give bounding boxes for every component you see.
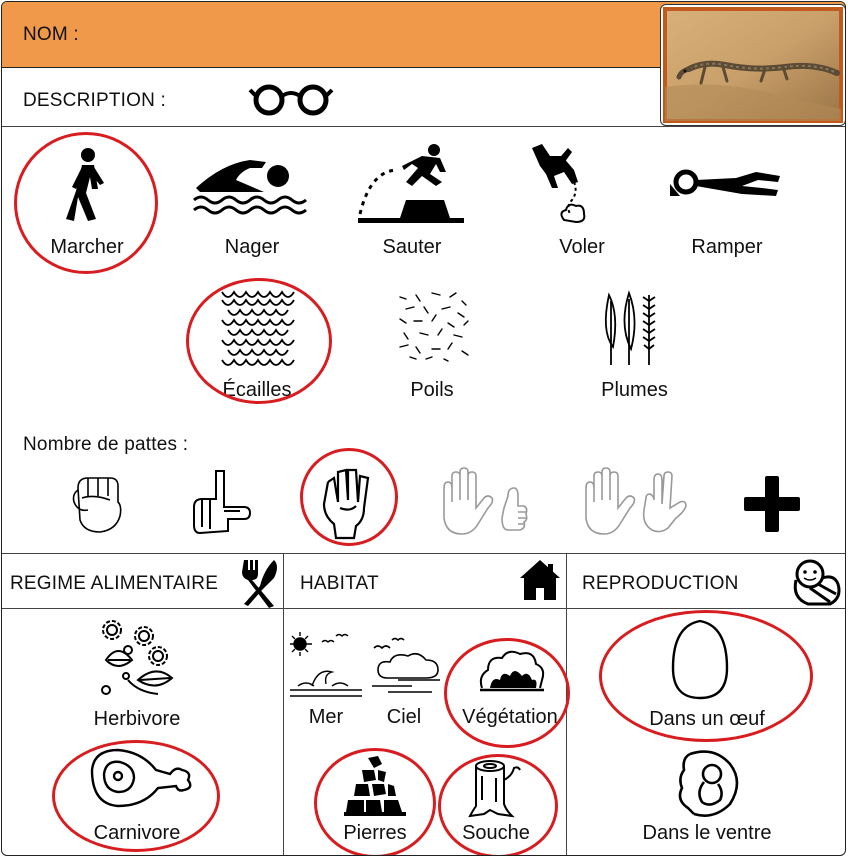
locomotion-jump[interactable]	[352, 142, 472, 262]
house-icon	[518, 558, 562, 602]
habitat-label: Ciel	[386, 706, 422, 728]
divider	[566, 553, 567, 856]
locomotion-swim[interactable]	[192, 142, 312, 262]
sky-icon	[368, 634, 444, 698]
reproduction-label: Dans le ventre	[642, 822, 772, 844]
divider	[2, 126, 846, 127]
locomotion-label: Ramper	[691, 236, 763, 258]
locomotion-label: Nager	[224, 236, 280, 258]
jumper-icon	[356, 142, 468, 224]
habitat-label: Souche	[462, 822, 530, 844]
name-label: NOM :	[23, 24, 79, 45]
covering-label: Poils	[410, 379, 454, 401]
habitat-stones[interactable]	[320, 754, 430, 850]
covering-label: Plumes	[601, 379, 668, 401]
feathers-icon	[599, 291, 661, 367]
baby-icon	[790, 558, 844, 608]
description-label: DESCRIPTION :	[23, 90, 167, 111]
identification-card	[1, 1, 846, 856]
reproduction-egg[interactable]	[612, 616, 802, 742]
covering-scales[interactable]	[202, 287, 312, 407]
diet-carnivore[interactable]	[62, 738, 212, 850]
stones-icon	[344, 754, 406, 818]
section-title-diet: REGIME ALIMENTAIRE	[10, 573, 219, 594]
plus-icon[interactable]	[742, 474, 802, 534]
eight-fingers-icon[interactable]	[580, 468, 690, 540]
fist-icon[interactable]	[70, 472, 124, 536]
glasses-icon	[249, 82, 333, 116]
locomotion-crawl[interactable]	[662, 142, 792, 262]
habitat-vegetation[interactable]	[454, 642, 566, 734]
habitat-stump[interactable]	[446, 754, 546, 850]
six-fingers-icon[interactable]	[438, 468, 534, 540]
sea-icon	[288, 630, 364, 702]
covering-label: Écailles	[222, 379, 292, 401]
diet-label: Herbivore	[93, 708, 181, 730]
habitat-label: Végétation	[462, 706, 558, 728]
covering-feathers[interactable]	[577, 287, 692, 407]
section-title-reproduction: REPRODUCTION	[582, 573, 739, 594]
ham-icon	[84, 744, 196, 810]
habitat-sky[interactable]	[364, 634, 444, 734]
locomotion-label: Voler	[559, 236, 605, 258]
egg-icon	[669, 618, 731, 702]
fork-knife-icon	[238, 558, 282, 608]
four-fingers-icon[interactable]	[320, 464, 374, 542]
diet-label: Carnivore	[93, 822, 181, 844]
flying-person-icon	[528, 142, 598, 226]
crawling-person-icon	[666, 166, 786, 200]
swimmer-icon	[192, 152, 312, 218]
habitat-label: Mer	[308, 706, 344, 728]
scales-icon	[222, 290, 296, 368]
lizard-icon	[665, 9, 841, 121]
diet-herbivore[interactable]	[72, 618, 202, 738]
covering-hair[interactable]	[382, 287, 482, 407]
locomotion-walk[interactable]	[32, 142, 142, 262]
reproduction-womb[interactable]	[622, 748, 792, 852]
divider	[2, 553, 846, 554]
reproduction-label: Dans un œuf	[649, 708, 765, 730]
legs-label: Nombre de pattes :	[23, 434, 189, 455]
plants-icon	[98, 620, 176, 700]
locomotion-fly[interactable]	[522, 142, 642, 262]
walking-person-icon	[62, 147, 112, 223]
section-title-habitat: HABITAT	[300, 573, 379, 594]
divider	[283, 553, 284, 856]
locomotion-label: Marcher	[50, 236, 124, 258]
two-fingers-icon[interactable]	[190, 467, 252, 539]
habitat-label: Pierres	[343, 822, 407, 844]
fetus-icon	[674, 748, 744, 820]
habitat-sea[interactable]	[288, 630, 364, 734]
bush-icon	[478, 646, 546, 692]
locomotion-label: Sauter	[382, 236, 442, 258]
divider	[2, 608, 846, 609]
lizard-photo	[660, 4, 846, 126]
stump-icon	[470, 756, 522, 820]
hair-icon	[396, 291, 470, 361]
